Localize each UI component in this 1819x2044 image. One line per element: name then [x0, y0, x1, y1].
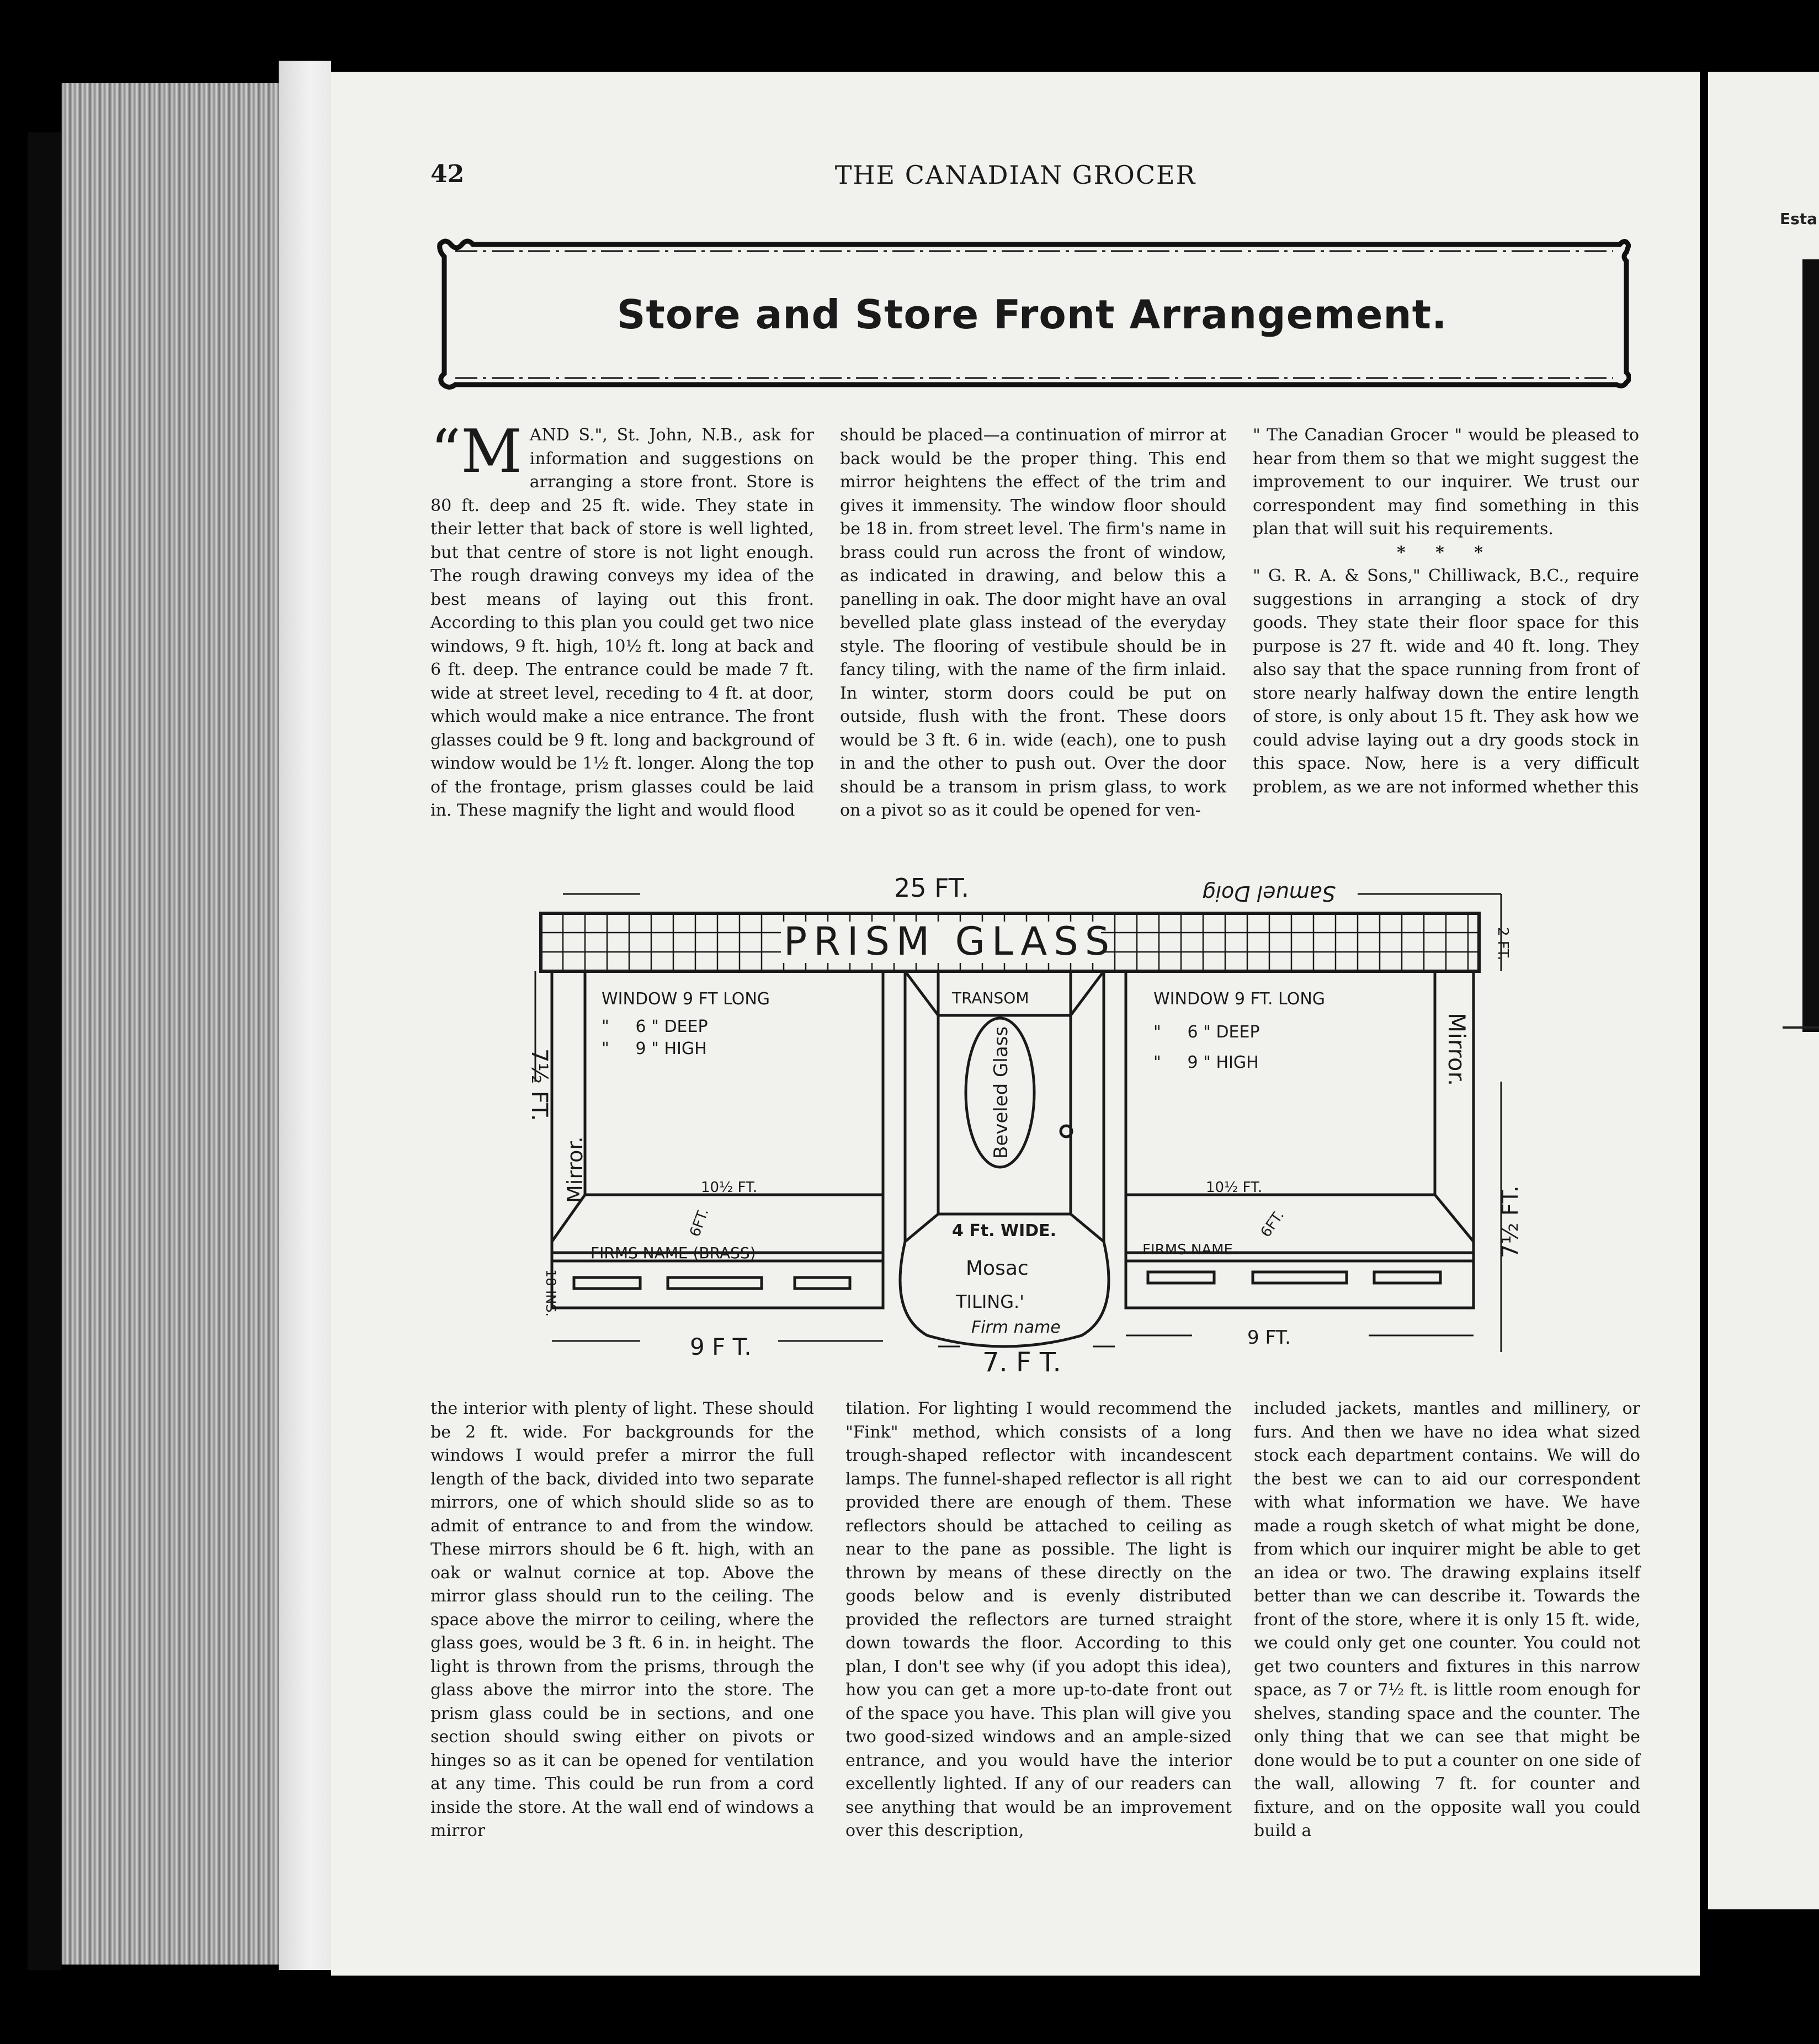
left-window-line-1: WINDOW 9 FT LONG: [602, 989, 770, 1009]
column-1-bottom: [430, 1397, 814, 1843]
transom-label: TRANSOM: [952, 989, 1029, 1007]
right-window-line-1: WINDOW 9 FT. LONG: [1153, 989, 1326, 1009]
book-spine-shadow: [28, 132, 61, 1970]
left-window-line-3: " 9 " HIGH: [602, 1039, 707, 1058]
facing-page-rule: [1783, 1026, 1819, 1029]
mirror-right-label: Mirror.: [1443, 1013, 1470, 1087]
running-header: [331, 160, 1700, 193]
article-title: Store and Store Front Arrangement.: [616, 291, 1448, 338]
mosaic-label: Mosac: [966, 1257, 1029, 1280]
paragraph: the interior with plenty of light. These should be 2 ft. wide. For backgrounds for the windows I would prefer a mirror the full length of the back, divided into two separate mirrors, one of which should slide so as to admit of entrance to and from the window. These mirrors should be 6 ft. high, with an oak or walnut cornice at top. Above the mirror glass should run to the ceiling. The space above the mirror to ceiling, where the glass goes, would be 3 ft. 6 in. in height. The light is thrown from the prisms, through the glass above the mirror into the store. The prism glass could be in sections, and one section should swing either on pivots or hinges so as it can be opened for ventilation at any time. This could be run from a cord inside the store. At the wall end of windows a mirror: [430, 1399, 814, 1840]
dim-height-right: 7½ FT.: [1498, 1185, 1523, 1258]
column-2-top: [840, 424, 1226, 823]
page-edges: [61, 83, 311, 1965]
paragraph: tilation. For lighting I would recommend the "Fink" method, which consists of a long trough-shaped reflector with incandescent lamps. The funnel-shaped reflector is all right provided there are enough of them. These reflectors should be attached to ceiling as near to the pane as possible. The light is thrown by means of these directly on the goods below and is evenly distributed provided the reflectors are turned straight down towards the floor. According to this plan, I don't see why (if you adopt this idea), how you can get a more up-to-date front out of the space you have. This plan will give you two good-sized windows and an ample-sized entrance, and you would have the interior excellently lighted. If any of our readers can see anything that would be an improvement over this description,: [845, 1399, 1232, 1840]
paragraph: AND S.", St. John, N.B., ask for information and suggestions on arranging a store front. Store is 80 ft. deep and 25 ft. wide. They state in their letter that back of store is well lighted, but that centre of store is not light enough. The rough drawing conveys my idea of the best means of laying out this front. According to this plan you could get two nice windows, 9 ft. high, 10½ ft. long at back and 6 ft. deep. The entrance could be made 7 ft. wide at street level, receding to 4 ft. at door, which would make a nice entrance. The front glasses could be 9 ft. long and background of window would be 1½ ft. longer. Along the top of the frontage, prism glasses could be laid in. These magnify the light and would flood: [430, 425, 814, 820]
dim-2ft-right: 2 FT.: [1494, 927, 1511, 961]
left-window-line-2: " 6 " DEEP: [602, 1017, 708, 1036]
facing-page-dark-strip: [1802, 259, 1819, 1032]
depth-right: 6FT.: [1257, 1207, 1288, 1241]
paragraph: " The Canadian Grocer " would be pleased to hear from them so that we might suggest the improvement to our inquirer. We trust our correspondent may find something in this plan that will suit his requirements.: [1253, 425, 1639, 539]
dim-25ft: 25 FT.: [894, 873, 970, 903]
column-2-bottom: [845, 1397, 1232, 1843]
paragraph: included jackets, mantles and millinery, or furs. And then we have no idea what sized stock each department contains. We will do the best we can to aid our correspondent with what information we have. We have made a rough sketch of what might be done, from which our inquirer might be able to get an idea or two. The drawing explains itself better than we can describe it. Towards the front of the store, where it is only 15 ft. wide, we could only get one counter. You could not get two counters and fixtures in this narrow space, as 7 or 7½ ft. is little room enough for shelves, standing space and the counter. The only thing that we can see that might be done would be to put a counter on one side of the wall, allowing 7 ft. for counter and fixture, and on the opposite wall you could build a: [1254, 1399, 1640, 1840]
column-1-top: [430, 417, 814, 823]
journal-title: THE CANADIAN GROCER: [834, 160, 1196, 190]
dim-9ft-right: 9 FT.: [1247, 1327, 1291, 1349]
paragraph: should be placed—a continuation of mirror at back would be the proper thing. This end mirror heightens the effect of the trim and gives it immensity. The window floor should be 18 in. from street level. The firm's name in brass could run across the front of window, as indicated in drawing, and below this a panelling in oak. The door might have an oval bevelled plate glass instead of the everyday style. The flooring of vestibule should be in fancy tiling, with the name of the firm inlaid. In winter, storm doors could be put on outside, flush with the front. These doors would be 3 ft. 6 in. wide (each), one to push in and the other to push out. Over the door should be a transom in prism glass, to work on a pivot so as it could be opened for ven-: [840, 425, 1226, 820]
store-front-sketch: [530, 872, 1523, 1380]
dim-9ft-left: 9 F T.: [690, 1333, 752, 1360]
firms-name-right: FIRMS NAME.: [1142, 1242, 1238, 1258]
firm-name-label: Firm name: [971, 1318, 1061, 1337]
tiling-label: TILING.': [956, 1291, 1024, 1312]
section-divider: * * *: [1397, 542, 1495, 562]
column-3-top: [1253, 424, 1639, 799]
page-number: 42: [430, 160, 465, 188]
dim-height-left: 7½ FT.: [530, 1048, 552, 1121]
depth-left: 6FT.: [687, 1206, 712, 1239]
back-length-right: 10½ FT.: [1206, 1179, 1263, 1196]
prism-glass-label: PRISM GLASS: [784, 919, 1116, 964]
back-length-left: 10½ FT.: [701, 1179, 758, 1196]
right-window-line-2: " 6 " DEEP: [1153, 1023, 1260, 1042]
paragraph: " G. R. A. & Sons," Chilliwack, B.C., require suggestions in arranging a stock of dry goods. They state their floor space for this purpose is 27 ft. wide and 40 ft. long. They also say that the space running from front of store nearly halfway down the entire length of store, is only about 15 ft. They ask how we could advise laying out a dry goods stock in this space. Now, here is a very difficult problem, as we are not informed whether this: [1253, 566, 1639, 797]
right-window-line-3: " 9 " HIGH: [1153, 1053, 1259, 1072]
door-width: 4 Ft. WIDE.: [952, 1221, 1057, 1241]
signature: Samuel Doig: [1202, 881, 1336, 906]
mirror-left-label: Mirror.: [563, 1136, 587, 1203]
beveled-glass-label: Beveled Glass: [990, 1026, 1012, 1159]
firms-name-left: FIRMS NAME (BRASS): [591, 1244, 756, 1262]
column-3-bottom: [1254, 1397, 1640, 1843]
page-curve: [279, 61, 331, 1970]
title-box: [433, 235, 1631, 395]
dim-18ins: 18 INS.: [543, 1269, 559, 1317]
dim-7ft: 7. F T.: [982, 1347, 1061, 1378]
facing-page-fragment: Esta: [1780, 210, 1818, 228]
drop-cap: “M: [430, 417, 522, 486]
